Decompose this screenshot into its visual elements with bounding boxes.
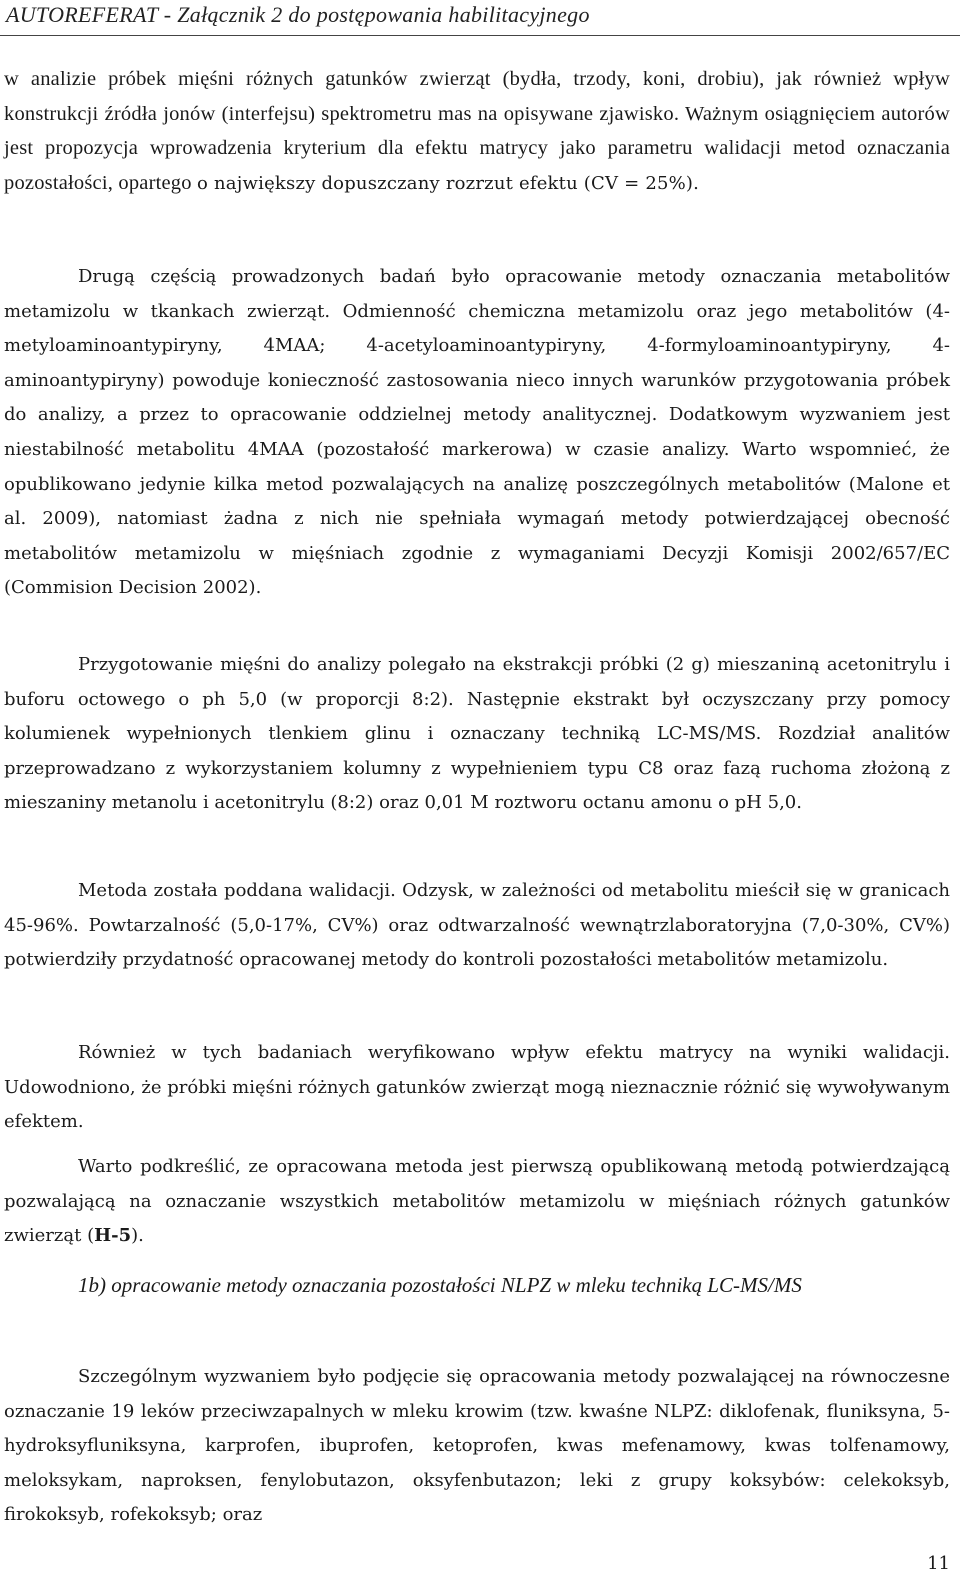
paragraph-6 <box>4 1150 950 1254</box>
paragraph-1-part1: w analizie próbek mięśni różnych gatunków zwierząt (bydła, trzody, koni, drobiu), jak również wpływ konstrukcji źródła jonów (interfejsu) spektrometru mas na opisywane zjawisko. Ważnym osiągnięciem autorów jest propozycja wprowadzenia kryterium dla efektu matrycy jako parametru walidacji metod oznaczania pozostałości, opartego <box>4 68 950 194</box>
section-heading-1b: 1b) opracowanie metody oznaczania pozostałości NLPZ w mleku techniką LC-MS/MS <box>78 1273 802 1297</box>
paragraph-7: Szczególnym wyzwaniem było podjęcie się opracowania metody pozwalającej na równoczesne oznaczanie 19 leków przeciwzapalnych w mleku krowim (tzw. kwaśne NLPZ: diklofenak, fluniksyna, 5-hydroksyfluniksyna, karprofen, ibuprofen, ketoprofen, kwas mefenamowy, kwas tolfenamowy, meloksykam, naproksen, fenylobutazon, oksyfenbutazon; leki z grupy koksybów: celekoksyb, firokoksyb, rofekoksyb; oraz <box>4 1366 950 1526</box>
paragraph-1-part2: o największy dopuszczany rozrzut efektu (CV = 25%). <box>197 172 700 194</box>
reference-h5: H-5 <box>94 1225 132 1247</box>
paragraph-5: Również w tych badaniach weryfikowano wpływ efektu matrycy na wyniki walidacji. Udowodniono, że próbki mięśni różnych gatunków zwierząt mogą nieznacznie różnić się wywoływanym efektem. <box>4 1042 950 1133</box>
paragraph-6-text: Warto podkreślić, ze opracowana metoda jest pierwszą opublikowaną metodą potwierdzającą pozwalającą na oznaczanie wszystkich metabolitów metamizolu w mięśniach różnych gatunków zwierząt ( <box>4 1156 950 1247</box>
paragraph-2: Drugą częścią prowadzonych badań było opracowanie metody oznaczania metabolitów metamizolu w tkankach zwierząt. Odmienność chemiczna metamizolu oraz jego metabolitów (4-metyloaminoantypiryny, 4MAA; 4-acetyloaminoantypiryny, 4-formyloaminoantypiryny, 4-aminoantypiryny) powoduje konieczność zastosowania nieco innych warunków przygotowania próbek do analizy, a przez to opracowanie oddzielnej metody analitycznej. Dodatkowym wyzwaniem jest niestabilność metabolitu 4MAA (pozostałość markerowa) w czasie analizy. Warto wspomnieć, że opublikowano jedynie kilka metod pozwalających na analizę poszczególnych metabolitów (Malone et al. 2009), natomiast żadna z nich nie spełniała wymagań metody potwierdzającej obecność metabolitów metamizolu w mięśniach zgodnie z wymaganiami Decyzji Komisji 2002/657/EC (Commision Decision 2002). <box>4 266 950 599</box>
page-number: 11 <box>927 1553 950 1574</box>
page-header: AUTOREFERAT - Załącznik 2 do postępowania habilitacyjnego <box>6 2 590 27</box>
paragraph-1 <box>4 62 950 201</box>
paragraph-6-end: ). <box>131 1225 144 1247</box>
paragraph-3: Przygotowanie mięśni do analizy polegało na ekstrakcji próbki (2 g) mieszaniną acetonitrylu i buforu octowego o ph 5,0 (w proporcji 8:2). Następnie ekstrakt był oczyszczany przy pomocy kolumienek wypełnionych tlenkiem glinu i oznaczany techniką LC-MS/MS. Rozdział analitów przeprowadzano z wykorzystaniem kolumny z wypełnieniem typu C8 oraz fazą ruchoma złożoną z mieszaniny metanolu i acetonitrylu (8:2) oraz 0,01 M roztworu octanu amonu o pH 5,0. <box>4 654 950 814</box>
paragraph-4: Metoda została poddana walidacji. Odzysk, w zależności od metabolitu mieścił się w granicach 45-96%. Powtarzalność (5,0-17%, CV%) oraz odtwarzalność wewnątrzlaboratoryjna (7,0-30%, CV%) potwierdziły przydatność opracowanej metody do kontroli pozostałości metabolitów metamizolu. <box>4 880 950 971</box>
header-divider <box>0 35 960 36</box>
